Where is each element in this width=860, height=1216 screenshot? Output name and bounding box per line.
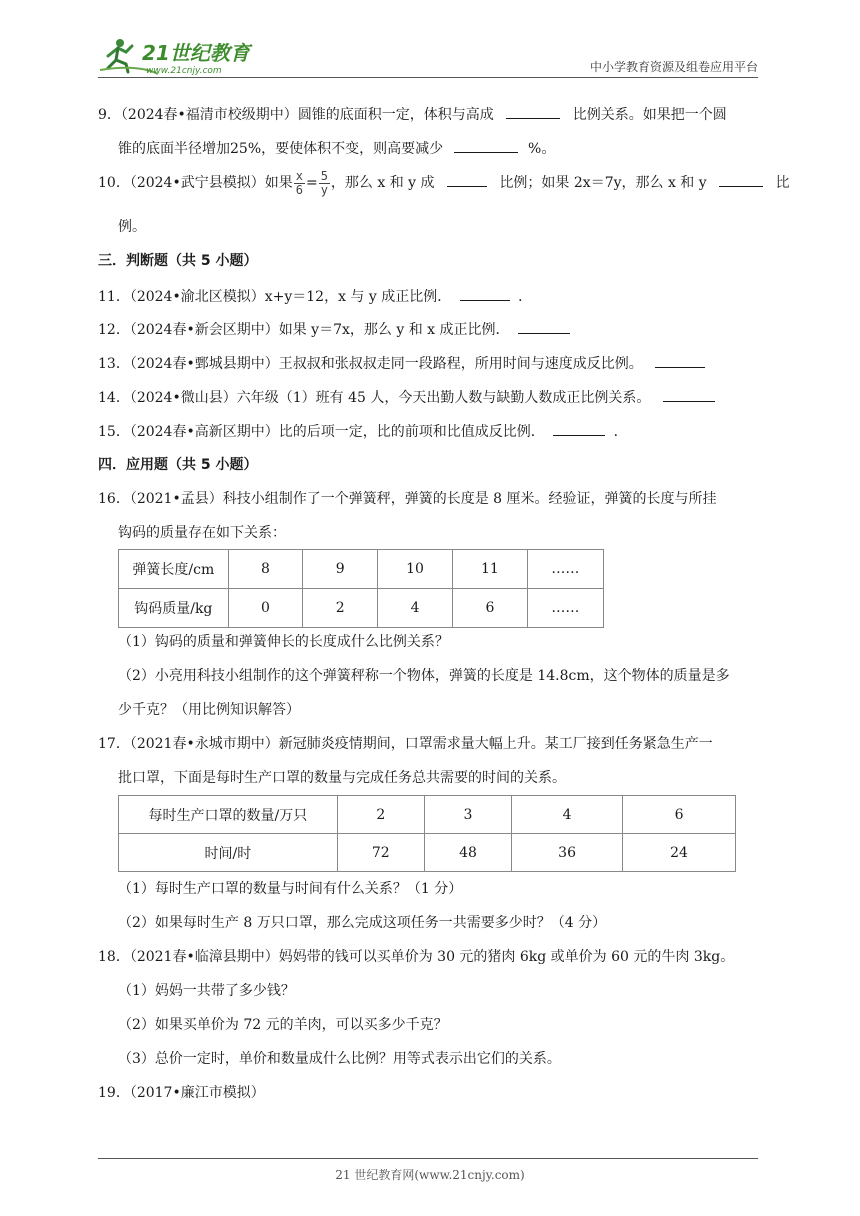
table-row — [119, 834, 736, 872]
question-text: 新冠肺炎疫情期间，口罩需求量大幅上升。某工厂接到任务紧急生产一 — [278, 736, 713, 752]
table-cell: 0 — [228, 589, 303, 628]
table-cell: …… — [527, 550, 603, 589]
answer-blank[interactable] — [454, 140, 518, 153]
question-number: 13． — [98, 356, 130, 372]
question-source: （2024春•高新区期中） — [129, 424, 279, 440]
question-number: 10． — [98, 175, 130, 191]
question-text: ，那么 x 和 y 成 — [330, 175, 435, 191]
question-13 — [98, 355, 713, 373]
question-number: 18． — [98, 949, 130, 965]
site-logo[interactable] — [98, 34, 268, 78]
question-15 — [98, 423, 628, 441]
table-cell: 4 — [512, 796, 623, 834]
question-16-sub-1: （1）钩码的质量和弹簧伸长的长度成什么比例关系？ — [118, 634, 449, 650]
question-18-sub-2: （2）如果买单价为 72 元的羊肉，可以买多少千克？ — [118, 1017, 448, 1033]
table-cell: 24 — [623, 834, 736, 872]
question-text: %。 — [528, 141, 556, 157]
question-source: （2021•孟县） — [129, 491, 223, 507]
table-cell: …… — [527, 589, 603, 628]
question-10-line-2: 例。 — [118, 219, 146, 235]
question-source: （2024•微山县） — [129, 390, 237, 406]
question-text: 如果 y＝7x，那么 y 和 x 成正比例． — [278, 322, 510, 338]
header-divider — [98, 77, 758, 78]
table-row — [119, 550, 604, 589]
question-16-line-1 — [98, 490, 717, 508]
question-source: （2024春•新会区期中） — [129, 322, 279, 338]
question-9-line-1 — [98, 106, 727, 124]
page-header — [98, 30, 758, 80]
table-cell: 时间/时 — [119, 834, 338, 872]
question-17-line-2: 批口罩，下面是每时生产口罩的数量与完成任务总共需要的时间的关系。 — [118, 770, 566, 786]
fraction-5-over-y — [319, 170, 330, 197]
question-text: 圆锥的底面积一定，体积与高成 — [297, 107, 494, 123]
question-text: 比例关系。如果把一个圆 — [572, 107, 727, 123]
table-cell: 2 — [303, 589, 378, 628]
question-19 — [98, 1084, 265, 1102]
question-number: 12． — [98, 322, 130, 338]
question-16-sub-2-line-1: （2）小亮用科技小组制作的这个弹簧秤称一个物体，弹簧的长度是 14.8cm，这个物体的质量是多 — [118, 668, 730, 684]
question-10-line-1 — [98, 168, 790, 198]
mask-production-table — [118, 795, 736, 872]
fraction-numerator: 5 — [320, 168, 328, 183]
logo-graphic — [98, 34, 268, 78]
question-text: ． — [518, 289, 533, 305]
header-platform-text: 中小学教育资源及组卷应用平台 — [589, 60, 758, 74]
answer-blank[interactable] — [655, 355, 705, 368]
question-11 — [98, 288, 532, 306]
question-source: （2017•廉江市模拟） — [129, 1085, 265, 1101]
table-cell: 11 — [452, 550, 527, 589]
table-cell: 36 — [512, 834, 623, 872]
question-17-sub-2: （2）如果每时生产 8 万只口罩，那么完成这项任务一共需要多少时？（4 分） — [118, 915, 607, 931]
question-text: ． — [613, 424, 628, 440]
question-text: 王叔叔和张叔叔走同一段路程，所用时间与速度成反比例。 — [278, 356, 643, 372]
table-cell: 3 — [424, 796, 511, 834]
table-cell: 9 — [303, 550, 378, 589]
question-number: 11． — [98, 289, 130, 305]
question-18-sub-1: （1）妈妈一共带了多少钱？ — [118, 983, 295, 999]
question-text: 科技小组制作了一个弹簧秤，弹簧的长度是 8 厘米。经验证，弹簧的长度与所挂 — [222, 491, 717, 507]
table-cell: 6 — [452, 589, 527, 628]
question-text: x+y＝12，x 与 y 成正比例． — [264, 289, 452, 305]
table-cell: 4 — [378, 589, 453, 628]
question-number: 19． — [98, 1085, 130, 1101]
fraction-numerator: x — [295, 168, 303, 183]
table-cell: 6 — [623, 796, 736, 834]
table-cell: 每时生产口罩的数量/万只 — [119, 796, 338, 834]
question-16-line-2: 钩码的质量存在如下关系： — [118, 525, 286, 541]
question-18 — [98, 948, 734, 966]
question-12 — [98, 321, 574, 339]
question-text: 如果 — [264, 175, 293, 191]
fraction-x-over-6 — [294, 170, 305, 197]
question-18-sub-3: （3）总价一定时，单价和数量成什么比例？用等式表示出它们的关系。 — [118, 1051, 561, 1067]
fraction-denominator: 6 — [295, 182, 303, 197]
question-16-sub-2-line-2: 少千克？（用比例知识解答） — [118, 702, 300, 718]
table-cell: 2 — [337, 796, 424, 834]
equals-sign: = — [305, 175, 318, 191]
question-text: 锥的底面半径增加25%，要使体积不变，则高要减少 — [118, 141, 444, 157]
question-number: 16． — [98, 491, 130, 507]
question-number: 17． — [98, 736, 130, 752]
table-cell: 8 — [228, 550, 303, 589]
answer-blank[interactable] — [663, 389, 715, 402]
question-number: 9． — [98, 107, 121, 123]
section-title-application: 四．应用题（共 5 小题） — [98, 457, 258, 473]
question-source: （2021春•临漳县期中） — [129, 949, 279, 965]
question-17-line-1 — [98, 735, 713, 753]
svg-text:21世纪教育: 21世纪教育 — [142, 41, 250, 65]
table-cell: 48 — [424, 834, 511, 872]
table-cell: 72 — [337, 834, 424, 872]
table-row — [119, 589, 604, 628]
question-17-sub-1: （1）每时生产口罩的数量与时间有什么关系？（1 分） — [118, 881, 463, 897]
question-source: （2021春•永城市期中） — [129, 736, 279, 752]
question-number: 14． — [98, 390, 130, 406]
spring-data-table — [118, 549, 604, 628]
answer-blank[interactable] — [447, 174, 487, 187]
answer-blank[interactable] — [506, 106, 560, 119]
question-source: （2024春•福清市校级期中） — [120, 107, 298, 123]
footer-divider — [98, 1158, 758, 1159]
table-cell: 10 — [378, 550, 453, 589]
table-cell: 弹簧长度/cm — [119, 550, 229, 589]
question-text: 比 — [775, 175, 790, 191]
section-title-judgement: 三．判断题（共 5 小题） — [98, 253, 258, 269]
question-number: 15． — [98, 424, 130, 440]
question-14 — [98, 389, 723, 407]
table-cell: 钩码质量/kg — [119, 589, 229, 628]
answer-blank[interactable] — [460, 288, 510, 301]
question-9-line-2 — [118, 140, 555, 158]
table-row — [119, 796, 736, 834]
question-text: 妈妈带的钱可以买单价为 30 元的猪肉 6kg 或单价为 60 元的牛肉 3kg。 — [278, 949, 735, 965]
question-source: （2024春•鄄城县期中） — [129, 356, 279, 372]
question-text: 六年级（1）班有 45 人，今天出勤人数与缺勤人数成正比例关系。 — [236, 390, 651, 406]
fraction-denominator: y — [320, 182, 328, 197]
svg-text:www.21cnjy.com: www.21cnjy.com — [146, 66, 222, 76]
question-source: （2024•渝北区模拟） — [129, 289, 265, 305]
footer-link[interactable]: 21 世纪教育网(www.21cnjy.com) — [335, 1168, 525, 1182]
answer-blank[interactable] — [719, 174, 763, 187]
question-text: 比例；如果 2x＝7y，那么 x 和 y — [499, 175, 707, 191]
answer-blank[interactable] — [553, 423, 605, 436]
answer-blank[interactable] — [518, 321, 570, 334]
question-text: 比的后项一定，比的前项和比值成反比例． — [278, 424, 545, 440]
question-source: （2024•武宁县模拟） — [129, 175, 265, 191]
